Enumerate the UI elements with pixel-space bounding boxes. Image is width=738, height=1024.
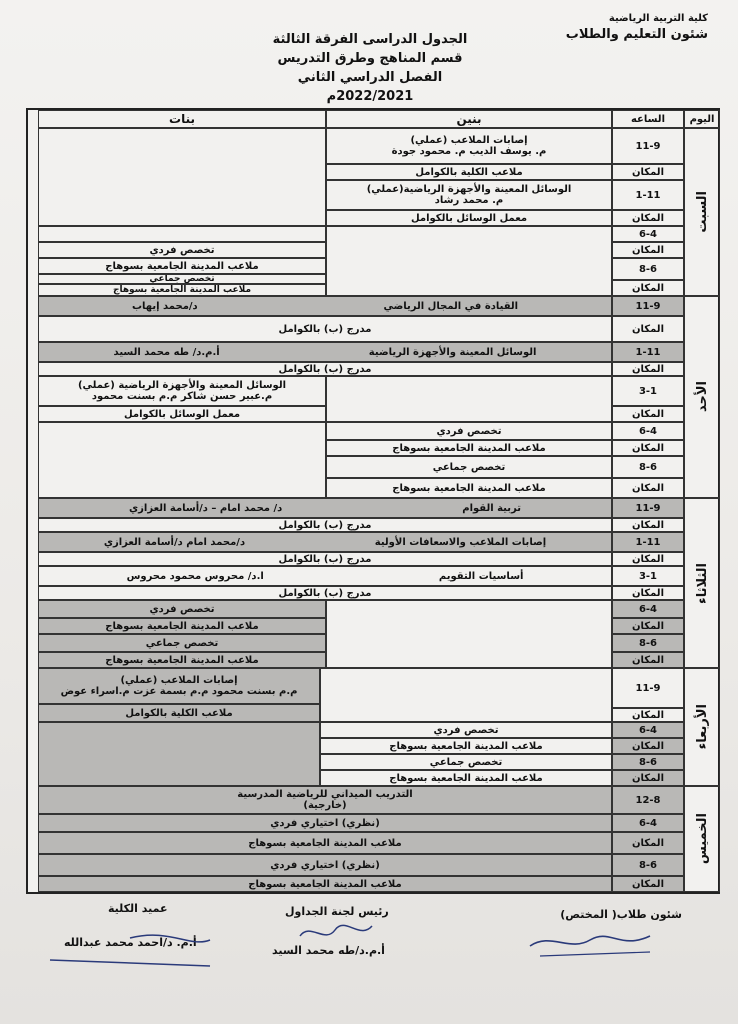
dean-name: أ.م. د/احمد محمد عبدالله: [64, 936, 197, 949]
place-label: المكان: [612, 242, 684, 258]
day-tuesday: الثلاثاء: [684, 498, 720, 668]
schedule-title: [255, 30, 485, 106]
place-label: المكان: [612, 210, 684, 226]
place-label: المكان: [612, 832, 684, 854]
empty-cell: [320, 668, 612, 722]
day-wednesday: الأربعاء: [684, 668, 720, 786]
time-slot: 6-4: [612, 722, 684, 738]
wed-girls-injuries: إصابات الملاعب (عملي) م.م بسنت محمود م.م بسمة عزت م.اسراء عوض: [38, 668, 320, 704]
empty-cell: [326, 376, 612, 422]
sat-boys-injuries-place: ملاعب الكلية بالكوامل: [326, 164, 612, 180]
time-slot: 6-4: [612, 226, 684, 242]
tue-evaluation: أساسيات التقويم ا.د/ محروس محمود محروس: [38, 566, 612, 586]
place-label: المكان: [612, 478, 684, 498]
wed-boys-team-place: ملاعب المدينة الجامعية بسوهاج: [320, 770, 612, 786]
sun-leadership: القيادة في المجال الرياضي د/محمد إيهاب: [38, 296, 612, 316]
place-label: المكان: [612, 552, 684, 566]
sun-aids-place: مدرج (ب) بالكوامل: [38, 362, 612, 376]
time-slot: 11-9: [612, 128, 684, 164]
tue-posture: تربية القوام د/ محمد امام – د/أسامة العزازي: [38, 498, 612, 518]
col-day: اليوم: [684, 110, 720, 128]
wed-girls-injuries-place: ملاعب الكلية بالكوامل: [38, 704, 320, 722]
time-slot: 1-11: [612, 532, 684, 552]
time-slot: 11-9: [612, 296, 684, 316]
title-line-1: الجدول الدراسى الفرقة الثالثة: [272, 32, 468, 47]
place-label: المكان: [612, 618, 684, 634]
tue-evaluation-place: مدرج (ب) بالكوامل: [38, 586, 612, 600]
place-label: المكان: [612, 406, 684, 422]
dean-title: عميد الكلية: [108, 902, 168, 915]
day-thursday: الخميس: [684, 786, 720, 892]
sun-boys-individual: تخصص فردي: [326, 422, 612, 440]
place-label: المكان: [612, 708, 684, 722]
place-label: المكان: [612, 586, 684, 600]
tue-injuries-place: مدرج (ب) بالكوامل: [38, 552, 612, 566]
sun-boys-individual-place: ملاعب المدينة الجامعية بسوهاج: [326, 440, 612, 456]
col-girls: بنات: [38, 110, 326, 128]
sun-aids: الوسائل المعينة والأجهزة الرياضية أ.م.د/ طه محمد السيد: [38, 342, 612, 362]
place-label: المكان: [612, 362, 684, 376]
affairs-signature: [520, 922, 660, 962]
tue-girls-team-place: ملاعب المدينة الجامعية بسوهاج: [38, 652, 326, 668]
time-slot: 8-6: [612, 456, 684, 478]
tue-girls-team: تخصص جماعي: [38, 634, 326, 652]
title-line-2: قسم المناهج وطرق التدريس: [277, 51, 463, 66]
thu-field-training: التدريب الميداني للرياضية المدرسية (خارجية): [38, 786, 612, 814]
title-line-3: الفصل الدراسي الثاني 2022/2021م: [297, 70, 443, 104]
time-slot: 8-6: [612, 854, 684, 876]
time-slot: 3-1: [612, 566, 684, 586]
wed-boys-team: تخصص جماعي: [320, 754, 612, 770]
time-slot: 6-4: [612, 814, 684, 832]
faculty-block: [566, 12, 708, 44]
day-sunday: الأحد: [684, 296, 720, 498]
sun-boys-team: تخصص جماعي: [326, 456, 612, 478]
empty-cell: [38, 422, 326, 498]
place-label: المكان: [612, 770, 684, 786]
wed-boys-individual-place: ملاعب المدينة الجامعية بسوهاج: [320, 738, 612, 754]
day-saturday: السبت: [684, 128, 720, 296]
empty-cell: [38, 128, 326, 226]
place-label: المكان: [612, 738, 684, 754]
time-slot: 11-9: [612, 498, 684, 518]
sat-girls-individual-place: ملاعب المدينة الجامعية بسوهاج: [38, 258, 326, 274]
sat-girls-team: تخصص جماعي: [38, 274, 326, 284]
empty-cell: [326, 600, 612, 668]
place-label: المكان: [612, 440, 684, 456]
committee-name: أ.م.د/طه محمد السيد: [272, 944, 385, 957]
col-boys: بنين: [326, 110, 612, 128]
tue-girls-individual-place: ملاعب المدينة الجامعية بسوهاج: [38, 618, 326, 634]
time-slot: 8-6: [612, 258, 684, 280]
schedule-table: [26, 108, 720, 894]
empty-cell: [38, 226, 326, 242]
committee-title: رئيس لجنة الجداول: [285, 905, 389, 918]
thu-elective-1: (نظري) اختياري فردي: [38, 814, 612, 832]
time-slot: 8-6: [612, 634, 684, 652]
place-label: المكان: [612, 652, 684, 668]
thu-elective-1-place: ملاعب المدينة الجامعية بسوهاج: [38, 832, 612, 854]
place-label: المكان: [612, 280, 684, 296]
place-label: المكان: [612, 316, 684, 342]
sat-girls-team-place: ملاعب المدينة الجامعية بسوهاج: [38, 284, 326, 296]
sun-boys-team-place: ملاعب المدينة الجامعية بسوهاج: [326, 478, 612, 498]
affairs-signature-title: شئون طلاب( المختص): [560, 908, 682, 921]
sun-leadership-place: مدرج (ب) بالكوامل: [38, 316, 612, 342]
place-label: المكان: [612, 164, 684, 180]
time-slot: 11-9: [612, 668, 684, 708]
sat-boys-injuries: إصابات الملاعب (عملي) م. يوسف الديب م. محمود جودة: [326, 128, 612, 164]
time-slot: 3-1: [612, 376, 684, 406]
thu-elective-2-place: ملاعب المدينة الجامعية بسوهاج: [38, 876, 612, 892]
time-slot: 12-8: [612, 786, 684, 814]
tue-girls-individual: تخصص فردي: [38, 600, 326, 618]
dean-signature: [20, 924, 220, 974]
sun-girls-aids-place: معمل الوسائل بالكوامل: [38, 406, 326, 422]
tue-injuries: إصابات الملاعب والاسعافات الأولية د/محمد امام د/أسامة العزازي: [38, 532, 612, 552]
time-slot: 8-6: [612, 754, 684, 770]
wed-boys-individual: تخصص فردي: [320, 722, 612, 738]
place-label: المكان: [612, 876, 684, 892]
office-name: شئون التعليم والطلاب: [565, 27, 708, 42]
col-hour: الساعه: [612, 110, 684, 128]
faculty-name: كلية التربية الرياضية: [608, 13, 708, 24]
empty-cell: [38, 722, 320, 786]
time-slot: 6-4: [612, 600, 684, 618]
time-slot: 6-4: [612, 422, 684, 440]
time-slot: 1-11: [612, 180, 684, 210]
sat-girls-individual: تخصص فردي: [38, 242, 326, 258]
sat-boys-aids-place: معمل الوسائل بالكوامل: [326, 210, 612, 226]
sun-girls-aids: الوسائل المعينة والأجهزة الرياضية (عملي) م.عبير حسن شاكر م.م بسنت محمود: [38, 376, 326, 406]
thu-elective-2: (نظري) اختياري فردي: [38, 854, 612, 876]
place-label: المكان: [612, 518, 684, 532]
sat-boys-aids: الوسائل المعينة والأجهزة الرياضية(عملي) م. محمد رشاد: [326, 180, 612, 210]
tue-posture-place: مدرج (ب) بالكوامل: [38, 518, 612, 532]
empty-cell: [326, 226, 612, 296]
time-slot: 1-11: [612, 342, 684, 362]
